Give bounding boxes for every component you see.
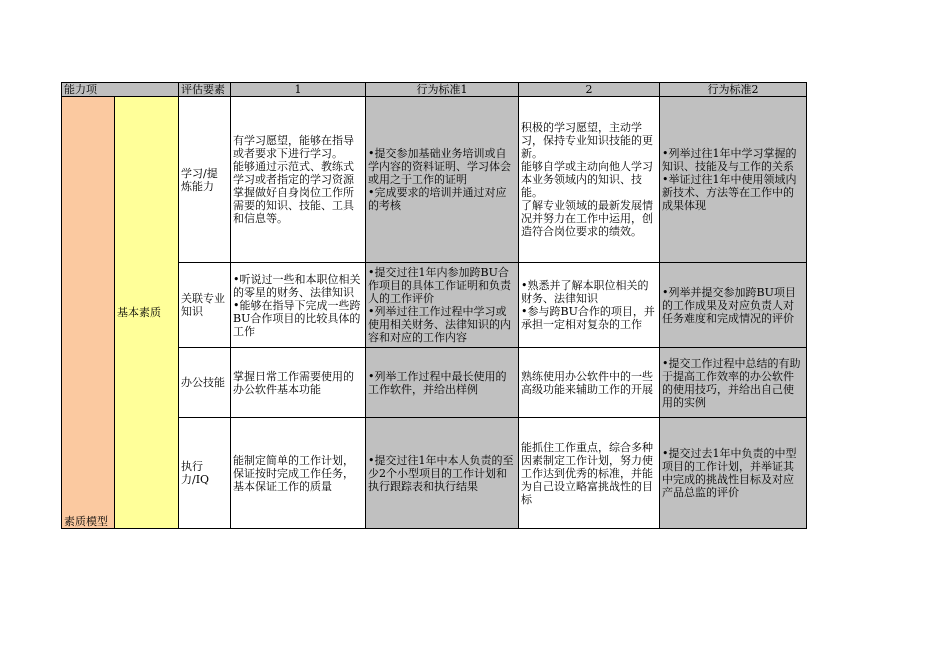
factor-cell[interactable]: 关联专业知识 (179, 263, 231, 348)
level1-cell[interactable] (231, 418, 366, 529)
level1-cell[interactable] (231, 348, 366, 418)
group-cell[interactable]: 基本素质 (115, 97, 179, 529)
cell-line: •列举并提交参加跨BU项目的工作成果及对应负责人对任务难度和完成情况的评价 (662, 285, 796, 325)
factor-cell[interactable]: 办公技能 (179, 348, 231, 418)
level1-cell[interactable] (231, 263, 366, 348)
cell-line: 掌握日常工作需要使用的办公软件基本功能 (233, 369, 354, 396)
cell-line: •参与跨BU合作的项目，并承担一定相对复杂的工作 (521, 305, 655, 331)
cell-line: •列举工作过程中最长使用的工作软件，并给出样例 (368, 369, 507, 396)
cell-line: 积极的学习愿望，主动学习，保持专业知识技能的更新。 (521, 121, 653, 160)
header-eval-factor[interactable]: 评估要素 (179, 83, 231, 97)
competency-table (61, 82, 807, 529)
standard1-cell[interactable] (366, 263, 519, 348)
level2-cell[interactable] (519, 418, 660, 529)
cell-line: •列举过往工作过程中学习或使用相关财务、法律知识的内容和对应的工作内容 (368, 305, 511, 344)
level2-cell[interactable] (519, 263, 660, 348)
cell-line: 能够通过示范式、教练式学习或者指定的学习资源掌握做好自身岗位工作所需要的知识、技能、工具和信息等。 (233, 160, 354, 225)
standard1-cell[interactable] (366, 97, 519, 263)
cell-line: •提交参加基础业务培训或自学内容的资料证明、学习体会或用之于工作的证明 (368, 147, 511, 186)
header-standard-1[interactable]: 行为标准1 (366, 83, 519, 97)
standard2-cell[interactable] (660, 263, 807, 348)
standard2-cell[interactable] (660, 418, 807, 529)
factor-cell[interactable]: 执行力/IQ (179, 418, 231, 529)
header-standard-2[interactable]: 行为标准2 (660, 83, 807, 97)
standard2-cell[interactable] (660, 348, 807, 418)
factor-cell[interactable]: 学习/提炼能力 (179, 97, 231, 263)
cell-line: •列举过往1年中学习掌握的知识、技能及与工作的关系 (662, 147, 797, 173)
standard2-cell[interactable] (660, 97, 807, 263)
level1-cell[interactable] (231, 97, 366, 263)
cell-line: •提交过去1年中负责的中型项目的工作计划，并举证其中完成的挑战性目标及对应产品总监的评价 (662, 447, 797, 499)
cell-line: •完成要求的培训并通过对应的考核 (368, 186, 507, 212)
header-row (62, 83, 807, 97)
table-row (62, 97, 807, 263)
header-level-2[interactable]: 2 (519, 83, 660, 97)
cell-line: 有学习愿望，能够在指导或者要求下进行学习。 (233, 134, 354, 160)
cell-line: •举证过往1年中使用领域内新技术、方法等在工作中的成果体现 (662, 173, 797, 212)
level2-cell[interactable] (519, 348, 660, 418)
standard1-cell[interactable] (366, 418, 519, 529)
cell-line: •熟悉并了解本职位相关的财务、法律知识 (521, 279, 649, 305)
header-ability-item[interactable]: 能力项 (62, 83, 179, 97)
header-level-1[interactable]: 1 (231, 83, 366, 97)
cell-line: 了解专业领域的最新发展情况并努力在工作中运用，创造符合岗位要求的绩效。 (521, 199, 653, 238)
cell-line: 能制定简单的工作计划，保证按时完成工作任务，基本保证工作的质量 (233, 453, 354, 493)
cell-line: •提交工作过程中总结的有助于提高工作效率的办公软件的使用技巧，并给出自己使用的实例 (662, 356, 801, 409)
cell-line: 能抓住工作重点，综合多种因素制定工作计划，努力使工作达到优秀的标准，并能为自己设立略富挑战性的目标 (521, 440, 653, 506)
cell-line: •提交过往1年内参加跨BU合作项目的具体工作证明和负责人的工作评价 (368, 266, 511, 305)
cell-line: •提交过往1年中本人负责的至少2个小型项目的工作计划和执行跟踪表和执行结果 (368, 453, 514, 493)
cell-line: •听说过一些和本职位相关的零星的财务、法律知识 (233, 272, 361, 299)
cell-line: 能够自学或主动向他人学习本业务领域内的知识、技能。 (521, 160, 653, 199)
standard1-cell[interactable] (366, 348, 519, 418)
category-cell[interactable]: 素质模型 (62, 97, 115, 529)
cell-line: •能够在指导下完成一些跨BU合作项目的比较具体的工作 (233, 298, 361, 338)
level2-cell[interactable] (519, 97, 660, 263)
cell-line: 熟练使用办公软件中的一些高级功能来辅助工作的开展 (521, 369, 653, 396)
